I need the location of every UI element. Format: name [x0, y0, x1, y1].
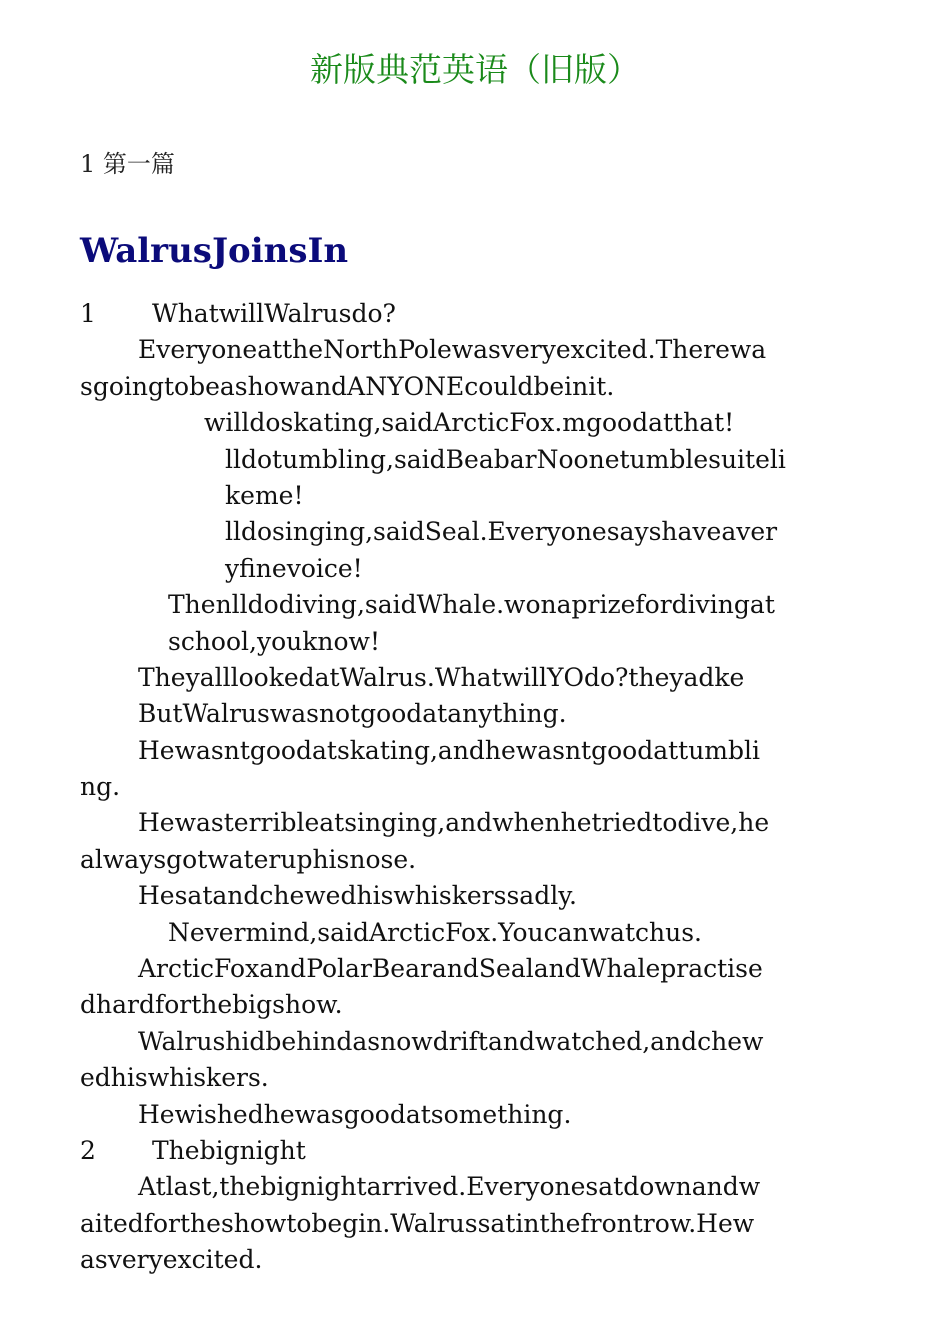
text-line: EveryoneattheNorthPolewasveryexcited.Therewa: [138, 335, 767, 365]
text-line: Thenlldodiving,saidWhale.wonaprizefordivingat: [168, 590, 775, 620]
chapter-heading: [80, 296, 880, 332]
text-line: TheyalllookedatWalrus.WhatwillYOdo?theyadke: [138, 662, 745, 692]
text-line: sgoingtobeashowandANYONEcouldbeinit.: [80, 371, 615, 401]
text-line: lldotumbling,saidBeabarNoonetumblesuiteli: [225, 444, 786, 474]
text-line: school,youknow!: [168, 626, 380, 656]
text-line: asveryexcited.: [80, 1245, 263, 1275]
document-title: 新版典范英语（旧版）: [310, 50, 640, 89]
chapter-title: Thebignight: [152, 1135, 306, 1165]
text-line: alwaysgotwateruphisnose.: [80, 844, 417, 874]
chapter-number: 1: [80, 299, 96, 328]
text-line: yfinevoice!: [225, 553, 363, 583]
text-line: ng.: [80, 772, 121, 802]
text-line: keme!: [225, 480, 304, 510]
text-line: Hewasterribleatsinging,andwhenhetriedtodive,he: [138, 808, 770, 838]
section-label: 1 第一篇: [80, 150, 175, 178]
text-line: ArcticFoxandPolarBearandSealandWhalepractise: [138, 954, 763, 984]
chapter-number: 2: [80, 1135, 96, 1165]
text-line: dhardforthebigshow.: [80, 990, 343, 1020]
story-body: [80, 296, 880, 1279]
text-line: Hewishedhewasgoodatsomething.: [138, 1099, 572, 1129]
text-line: willdoskating,saidArcticFox.mgoodatthat!: [204, 408, 735, 438]
text-line: Hesatandchewedhiswhiskerssadly.: [138, 881, 577, 911]
text-line: aitedfortheshowtobegin.Walrussatinthefrontrow.Hew: [80, 1208, 755, 1238]
story-title: WalrusJoinsIn: [80, 231, 349, 271]
text-line: lldosinging,saidSeal.Everyonesayshaveaver: [225, 517, 778, 547]
chapter-heading: [80, 1133, 880, 1169]
text-line: Nevermind,saidArcticFox.Youcanwatchus.: [168, 917, 702, 947]
text-line: Hewasntgoodatskating,andhewasntgoodattumbli: [138, 735, 761, 765]
text-line: Walrushidbehindasnowdriftandwatched,andchew: [138, 1026, 764, 1056]
text-line: edhiswhiskers.: [80, 1063, 269, 1093]
text-line: Atlast,thebignightarrived.Everyonesatdownandw: [138, 1172, 761, 1202]
chapter-title: WhatwillWalrusdo?: [152, 299, 396, 328]
text-line: ButWalruswasnotgoodatanything.: [138, 699, 567, 729]
